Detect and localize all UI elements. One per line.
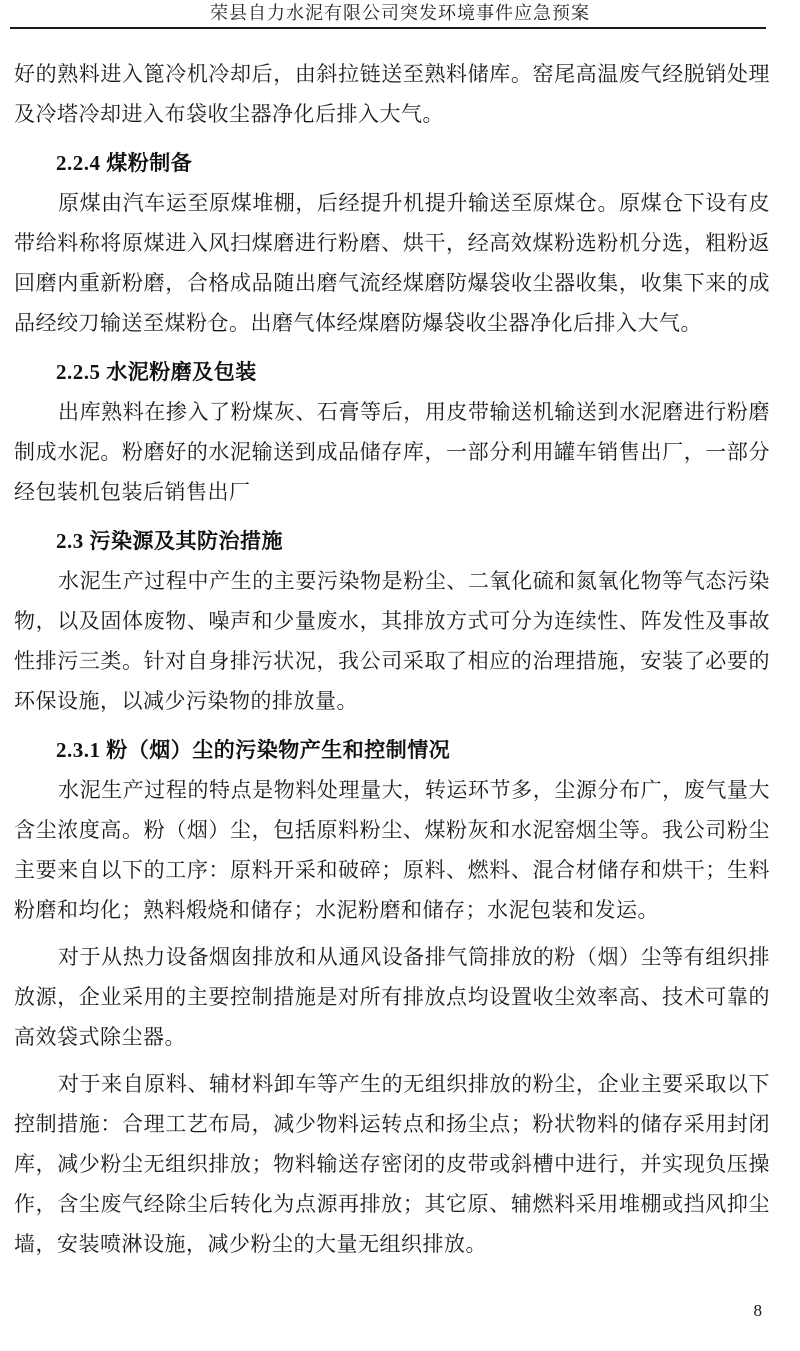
paragraph-pollution-sources-overview: 水泥生产过程中产生的主要污染物是粉尘、二氧化硫和氮氧化物等气态污染物，以及固体废物、噪声和少量废水，其排放方式可分为连续性、阵发性及事故性排污三类。针对自身排污状况，我公司采取了相应的治理措施，安装了必要的环保设施，以减少污染物的排放量。 [14,569,770,713]
section-heading-2-3-1: 2.3.1 粉（烟）尘的污染物产生和控制情况 [56,738,451,762]
paragraph-clinker-cooling: 好的熟料进入篦冷机冷却后，由斜拉链送至熟料储库。窑尾高温废气经脱销处理及冷塔冷却进入布袋收尘器净化后排入大气。 [14,62,770,126]
section-heading-2-2-5: 2.2.5 水泥粉磨及包装 [56,360,257,384]
paragraph-unorganized-emission-control: 对于来自原料、辅材料卸车等产生的无组织排放的粉尘，企业主要采取以下控制措施：合理工艺布局，减少物料运转点和扬尘点；粉状物料的储存采用封闭库，减少粉尘无组织排放；物料输送存密闭的皮带或斜槽中进行，并实现负压操作，含尘废气经除尘后转化为点源再排放；其它原、辅燃料采用堆棚或挡风抑尘墙，安装喷淋设施，减少粉尘的大量无组织排放。 [14,1072,770,1256]
page-number: 8 [753,1301,762,1320]
page-header [0,0,800,29]
paragraph-cement-grinding-packing: 出库熟料在掺入了粉煤灰、石膏等后，用皮带输送机输送到水泥磨进行粉磨制成水泥。粉磨好的水泥输送到成品储存库，一部分利用罐车销售出厂，一部分经包装机包装后销售出厂 [14,400,770,504]
section-heading-2-2-4: 2.2.4 煤粉制备 [56,151,193,175]
section-heading-2-3: 2.3 污染源及其防治措施 [56,529,283,553]
paragraph-dust-sources: 水泥生产过程的特点是物料处理量大，转运环节多，尘源分布广，废气量大含尘浓度高。粉（烟）尘，包括原料粉尘、煤粉灰和水泥窑烟尘等。我公司粉尘主要来自以下的工序：原料开采和破碎；原料、燃料、混合材储存和烘干；生料粉磨和均化；熟料煅烧和储存；水泥粉磨和储存；水泥包装和发运。 [14,778,770,922]
header-title: 荣县自力水泥有限公司突发环境事件应急预案 [210,3,590,23]
document-body [0,29,800,1264]
paragraph-organized-emission-control: 对于从热力设备烟囱排放和从通风设备排气筒排放的粉（烟）尘等有组织排放源，企业采用的主要控制措施是对所有排放点均设置收尘效率高、技术可靠的高效袋式除尘器。 [14,945,770,1049]
paragraph-coal-powder-preparation: 原煤由汽车运至原煤堆棚，后经提升机提升输送至原煤仓。原煤仓下设有皮带给料称将原煤进入风扫煤磨进行粉磨、烘干，经高效煤粉选粉机分选，粗粉返回磨内重新粉磨，合格成品随出磨气流经煤磨防爆袋收尘器收集，收集下来的成品经绞刀输送至煤粉仓。出磨气体经煤磨防爆袋收尘器净化后排入大气。 [14,191,770,335]
